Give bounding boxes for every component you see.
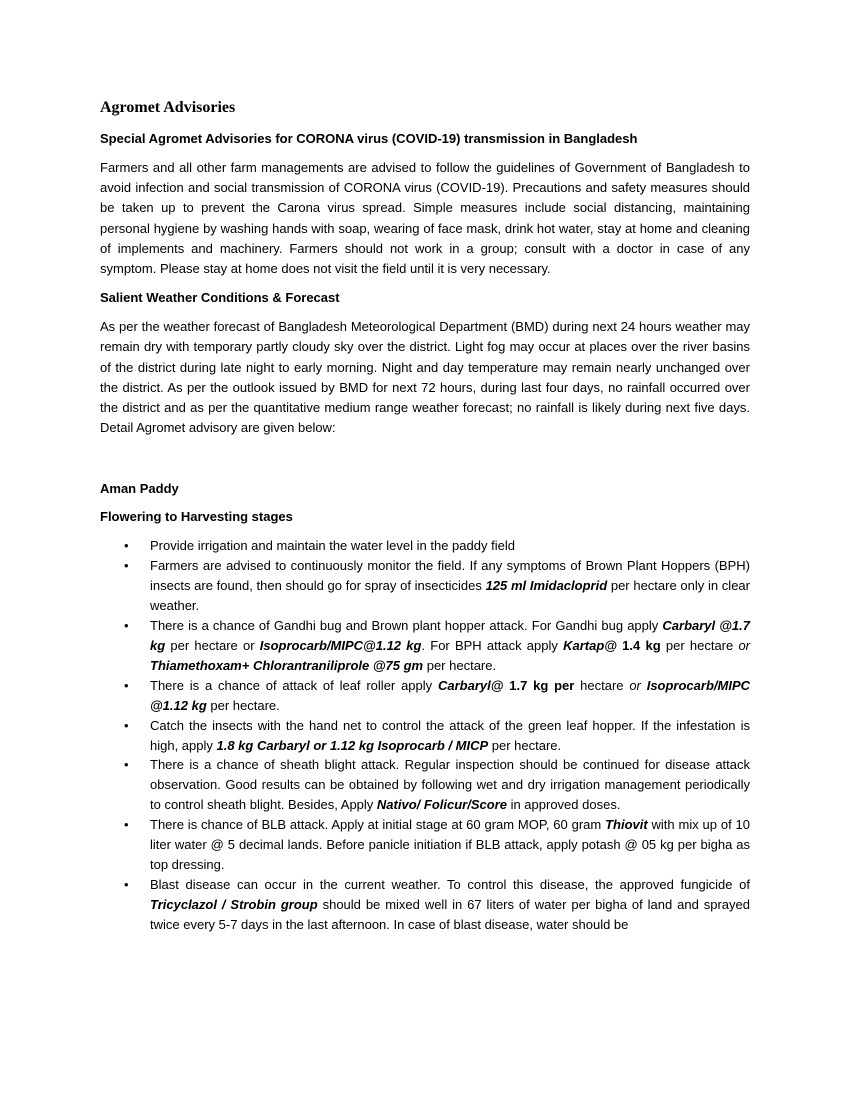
advisory-text: per hectare. xyxy=(206,697,280,713)
advisory-text: Tricyclazol / Strobin group xyxy=(150,896,318,912)
advisory-text: per hectare xyxy=(660,637,739,653)
advisory-text: Provide irrigation and maintain the water level in the paddy field xyxy=(150,538,515,554)
advisory-text: There is a chance of attack of leaf roller apply xyxy=(150,677,438,693)
advisory-text: There is chance of BLB attack. Apply at initial stage at 60 gram MOP, 60 gram xyxy=(150,817,606,833)
advisory-item xyxy=(124,616,751,676)
advisory-text: should be mixed well in 67 liters of water per bigha of land and sprayed twice every 5-7 days in the last afternoon. In case of blast disease, water should be xyxy=(150,896,750,932)
advisory-text: per hectare or xyxy=(165,637,260,653)
covid-paragraph: Farmers and all other farm managements are advised to follow the guidelines of Government of Bangladesh to avoid infection and social transmission of CORONA virus (COVID-19). Precautions and safety measures should be taken up to prevent the Carona virus spread. Simple measures include social distancing, maintaining personal hygiene by washing hands with soap, wearing of face mask, drink hot water, stay at home and cleaning of implements and machinery. Farmers should not work in a group; consult with a doctor in case of any symptom. Please stay at home does not visit the field until it is very necessary. xyxy=(100,160,750,277)
advisory-text: per hectare. xyxy=(488,737,562,753)
advisory-item xyxy=(124,676,750,716)
covid-heading: Special Agromet Advisories for CORONA virus (COVID-19) transmission in Bangladesh xyxy=(100,131,638,146)
advisory-text: 1.4 kg xyxy=(616,637,661,653)
advisory-text: or xyxy=(738,637,751,653)
advisory-item xyxy=(124,755,750,815)
advisory-item xyxy=(124,536,750,556)
advisory-text: Thiamethoxam+ Chlorantraniliprole @75 gm xyxy=(150,657,424,673)
advisory-text: 1.8 kg Carbaryl or 1.12 kg Isoprocarb / MICP xyxy=(216,737,489,753)
advisory-text: Carbaryl @1.7 kg xyxy=(150,618,750,653)
bullet-icon: • xyxy=(124,757,129,773)
advisory-list xyxy=(100,536,750,934)
advisory-text: per hectare. xyxy=(423,657,497,673)
document-title: Agromet Advisories xyxy=(100,99,236,116)
advisory-text: Blast disease can occur in the current weather. To control this disease, the approved fungicide of xyxy=(150,876,750,892)
advisory-text: Thiovit xyxy=(605,817,648,833)
weather-paragraph: As per the weather forecast of Bangladesh Meteorological Department (BMD) during next 24 hours weather may remain dry with temporary partly cloudy sky over the district. Light fog may occur at places over the river basins of the district during late night to early morning. Night and day temperature may remain nearly unchanged over the district. As per the outlook issued by BMD for next 72 hours, during last four days, no rainfall occurred over the district and as per the quantitative medium range weather forecast; no rainfall is likely during next five days. Detail Agromet advisory are given below: xyxy=(100,319,750,436)
bullet-icon: • xyxy=(124,538,129,554)
crop-heading: Aman Paddy xyxy=(100,481,179,497)
bullet-icon: • xyxy=(124,677,129,693)
advisory-text: or xyxy=(629,677,647,693)
section-spacer xyxy=(100,448,750,480)
advisory-text: There is a chance of Gandhi bug and Brown plant hopper attack. For Gandhi bug apply xyxy=(150,618,663,634)
advisory-text: Nativo/ Folicur/Score xyxy=(376,797,507,813)
advisory-text: in approved doses. xyxy=(506,797,621,813)
advisory-text: 125 ml Imidacloprid xyxy=(485,578,608,594)
advisory-item xyxy=(124,556,750,616)
advisory-text: 1.7 kg per xyxy=(503,677,575,693)
advisory-text: There is a chance of sheath blight attack. Regular inspection should be continued for disease attack observation. Good results can be obtained by following wet and dry irrigation management periodically to control sheath blight. Besides, Apply xyxy=(150,757,750,813)
advisory-text: hectare xyxy=(574,677,630,693)
advisory-item xyxy=(124,815,750,875)
advisory-item xyxy=(124,875,750,935)
bullet-icon: • xyxy=(124,558,129,574)
advisory-text: Carbaryl@ xyxy=(437,677,504,693)
advisory-text: Catch the insects with the hand net to control the attack of the green leaf hopper. If the infestation is high, apply xyxy=(150,717,750,753)
bullet-icon: • xyxy=(124,717,129,733)
bullet-icon: • xyxy=(124,618,129,634)
advisory-text: Isoprocarb/MIPC @1.12 kg xyxy=(150,677,750,713)
weather-heading: Salient Weather Conditions & Forecast xyxy=(100,290,340,306)
advisory-text: . For BPH attack apply xyxy=(421,637,564,653)
bullet-icon: • xyxy=(124,876,129,892)
advisory-text: Isoprocarb/MIPC@1.12 kg xyxy=(259,637,422,653)
advisory-text: Farmers are advised to continuously monitor the field. If any symptoms of Brown Plant Hoppers (BPH) insects are found, then should go for spray of insecticides xyxy=(150,558,750,594)
advisory-text: per hectare only in clear weather. xyxy=(150,578,750,614)
advisory-text: Kartap@ xyxy=(563,637,617,653)
advisory-item xyxy=(124,716,750,756)
crop-stage-heading: Flowering to Harvesting stages xyxy=(100,509,293,525)
advisory-text: with mix up of 10 liter water @ 5 decimal lands. Before panicle initiation if BLB attack, apply potash @ 05 kg per bigha as top dressing. xyxy=(150,817,750,872)
bullet-icon: • xyxy=(124,817,129,833)
